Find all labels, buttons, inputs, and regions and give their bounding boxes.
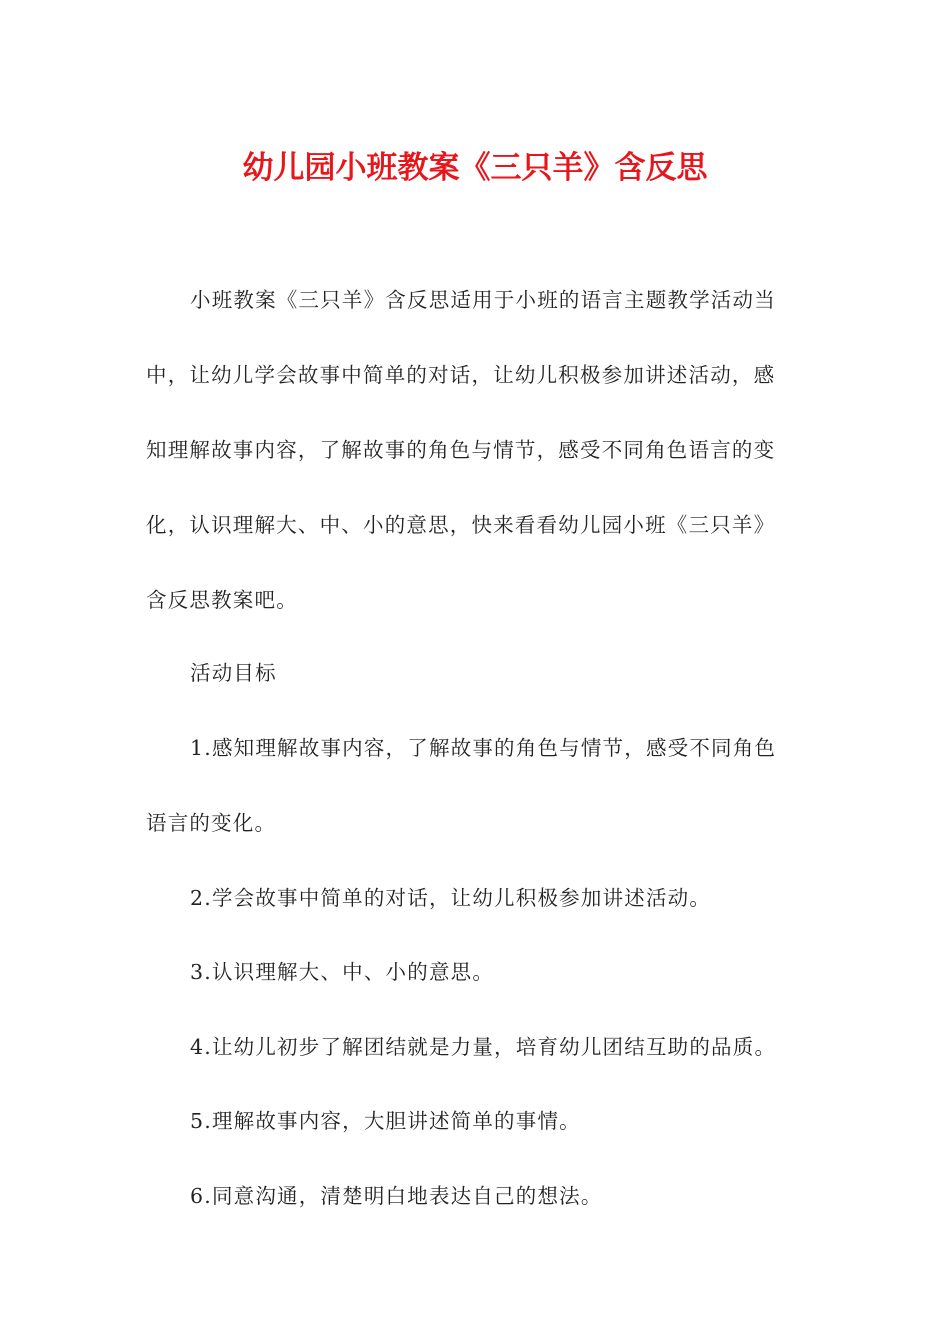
intro-line-2: 中，让幼儿学会故事中简单的对话，让幼儿积极参加讲述活动，感 bbox=[146, 363, 776, 387]
intro-line-4: 化，认识理解大、中、小的意思，快来看看幼儿园小班《三只羊》 bbox=[146, 513, 776, 537]
document-title: 幼儿园小班教案《三只羊》含反思 bbox=[242, 150, 708, 186]
goal-1-line-2: 语言的变化。 bbox=[146, 811, 277, 835]
goal-1-line-1: 1.感知理解故事内容，了解故事的角色与情节，感受不同角色 bbox=[190, 736, 777, 760]
goal-5: 5.理解故事内容，大胆讲述简单的事情。 bbox=[190, 1109, 581, 1133]
intro-line-3: 知理解故事内容，了解故事的角色与情节，感受不同角色语言的变 bbox=[146, 438, 776, 462]
intro-paragraph bbox=[146, 285, 806, 660]
section-heading: 活动目标 bbox=[190, 661, 277, 685]
goal-6: 6.同意沟通，清楚明白地表达自己的想法。 bbox=[190, 1184, 603, 1208]
intro-line-5: 含反思教案吧。 bbox=[146, 588, 298, 612]
goal-3: 3.认识理解大、中、小的意思。 bbox=[190, 960, 495, 984]
intro-line-1: 小班教案《三只羊》含反思适用于小班的语言主题教学活动当 bbox=[190, 288, 776, 312]
goal-4: 4.让幼儿初步了解团结就是力量，培育幼儿团结互助的品质。 bbox=[190, 1035, 777, 1059]
goal-2: 2.学会故事中简单的对话，让幼儿积极参加讲述活动。 bbox=[190, 886, 712, 910]
